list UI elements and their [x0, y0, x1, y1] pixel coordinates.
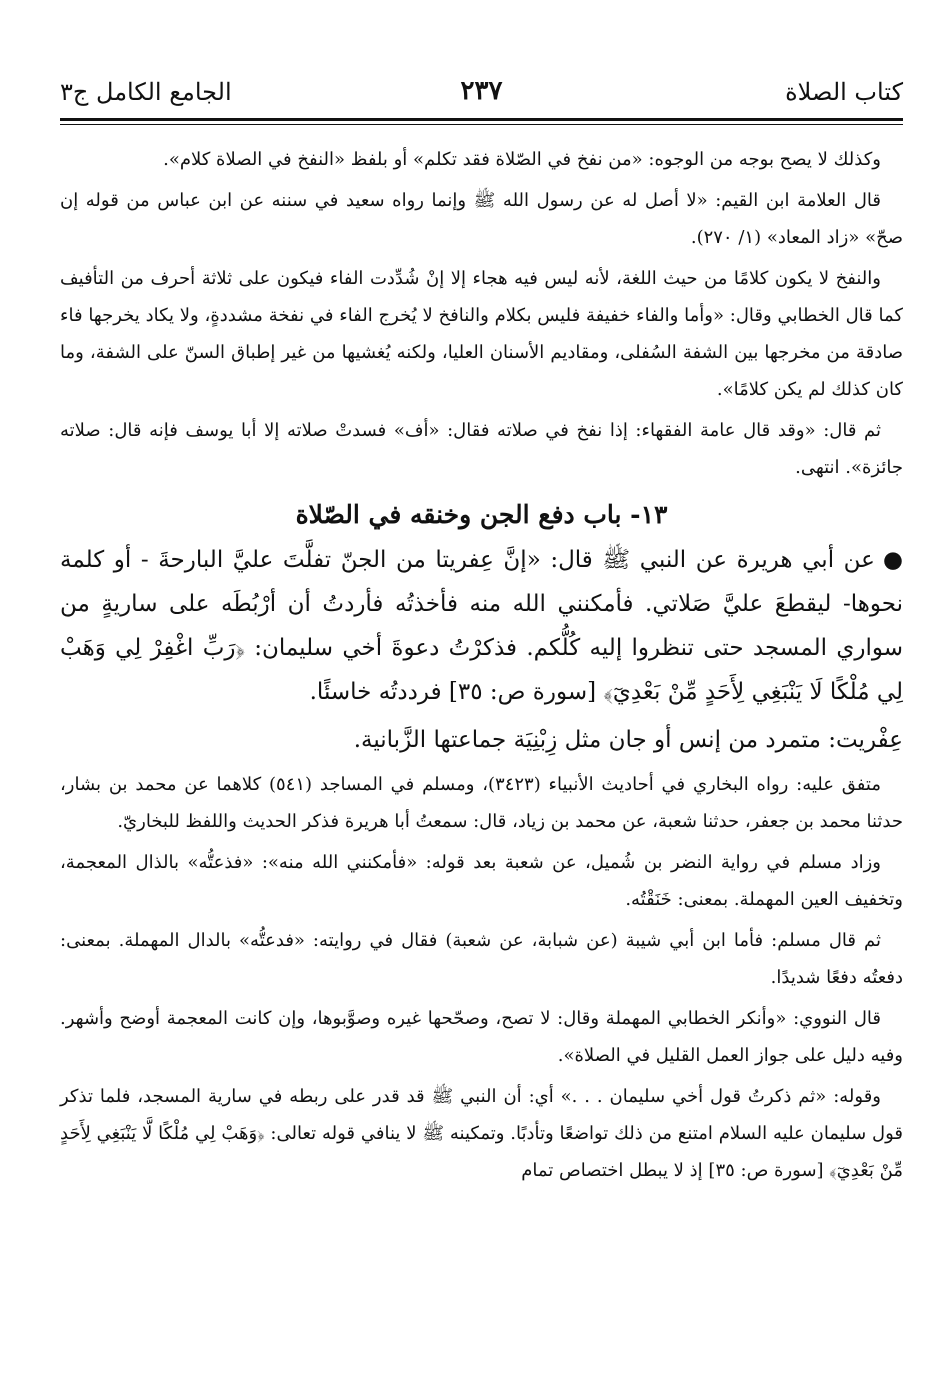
- paragraph: قال النووي: «وأنكر الخطابي المهملة وقال: لا تصح، وصحّحها غيره وصوَّبوها، وإن كانت المعجمة أوضح وأشهر. وفيه دليل على جواز العمل القليل في الصلاة».: [60, 1008, 903, 1066]
- hadith-body: عن أبي هريرة عن النبي ﷺ قال: «إنَّ عِفريتا من الجنّ تفلَّتَ عليَّ البارحةَ - أو كلمة نحوها- ليقطعَ عليَّ صَلاتي. فأمكنني الله منه فأخذتُه فأردتُ أن أرْبُطَه على ساريةٍ من سواري المسجد حتى تنظروا إليه كُلُّكم. فذكرْتُ دعوةَ أخي سليمان: ﴿رَبِّ اغْفِرْ لِي وَهَبْ لِي مُلْكًا لَا يَنْبَغِي لِأَحَدٍ مِّنْ بَعْدِيٓ﴾ [سورة ص: ٣٥] فرددتُه خاسئًا.: [60, 547, 903, 705]
- hadith-text: [60, 538, 903, 714]
- page-number: ٢٣٧: [460, 76, 503, 106]
- paragraph: قال العلامة ابن القيم: «لا أصل له عن رسول الله ﷺ وإنما رواه سعيد في سننه عن ابن عباس من قوله إن صحّ» «زاد المعاد» (١/ ٢٧٠).: [60, 190, 903, 248]
- book-title: كتاب الصلاة: [785, 78, 903, 106]
- page-header: [60, 70, 903, 121]
- paragraph: متفق عليه: رواه البخاري في أحاديث الأنبياء (٣٤٢٣)، ومسلم في المساجد (٥٤١) كلاهما عن محمد بن بشار، حدثنا محمد بن جعفر، حدثنا شعبة، عن محمد بن زياد، قال: سمعتُ أبا هريرة فذكر الحديث واللفظ للبخاريّ.: [60, 774, 903, 832]
- chapter-title: ١٣- باب دفع الجن وخنقه في الصّلاة: [295, 500, 668, 529]
- series-title: الجامع الكامل ج٣: [60, 78, 232, 106]
- paragraph: وزاد مسلم في رواية النضر بن شُميل، عن شعبة بعد قوله: «فأمكنني الله منه»: «فذعتُّه» بالذال المعجمة، وتخفيف العين المهملة. بمعنى: خَنَقْتُه.: [60, 852, 903, 910]
- page-content: [60, 141, 903, 1189]
- paragraph: والنفخ لا يكون كلامًا من حيث اللغة، لأنه ليس فيه هجاء إلا إنْ شُدِّدت الفاء فيكون على ثلاثة أحرف من التأفيف كما قال الخطابي وقال: «وأما والفاء خفيفة فليس بكلام والنافخ لا يُخرج الفاء في نفخة مشددةٍ، ولا يكاد يخرجها فاء صادقة من مخرجها بين الشفة السُفلى، ومقاديم الأسنان العليا، ولكنه يُغشيها من غير إطباق السنّ على الشفة، وما كان كذلك لم يكن كلامًا».: [60, 268, 903, 400]
- paragraph: ثم قال مسلم: فأما ابن أبي شيبة (عن شبابة، عن شعبة) فقال في روايته: «فدعتُّه» بالدال المهملة. بمعنى: دفعتُه دفعًا شديدًا.: [60, 930, 903, 988]
- page: [60, 70, 903, 1379]
- paragraph: وكذلك لا يصح بوجه من الوجوه: «من نفخ في الصّلاة فقد تكلم» أو بلفظ «النفخ في الصلاة كلام».: [163, 149, 881, 170]
- bullet-icon: ●: [882, 547, 903, 573]
- paragraph: ثم قال: «وقد قال عامة الفقهاء: إذا نفخ في صلاته فقال: «أف» فسدتْ صلاته إلا أبا يوسف فإنه قال: صلاته جائزة». انتهى.: [60, 420, 903, 478]
- paragraph: وقوله: «ثم ذكرتُ قول أخي سليمان . . .» أي: أن النبي ﷺ قد قدر على ربطه في سارية المسجد، فلما تذكر قول سليمان عليه السلام امتنع من ذلك تواضعًا وتأدبًا. وتمكينه ﷺ لا ينافي قوله تعالى: ﴿وَهَبْ لِي مُلْكًا لَّا يَنْبَغِي لِأَحَدٍ مِّنْ بَعْدِيٓ﴾ [سورة ص: ٣٥] إذ لا يبطل اختصاص تمام: [60, 1086, 904, 1181]
- hadith-gloss: عِفْريت: متمرد من إنس أو جان مثل زِبْنِيَة جماعتها الزَّبانية.: [353, 727, 903, 753]
